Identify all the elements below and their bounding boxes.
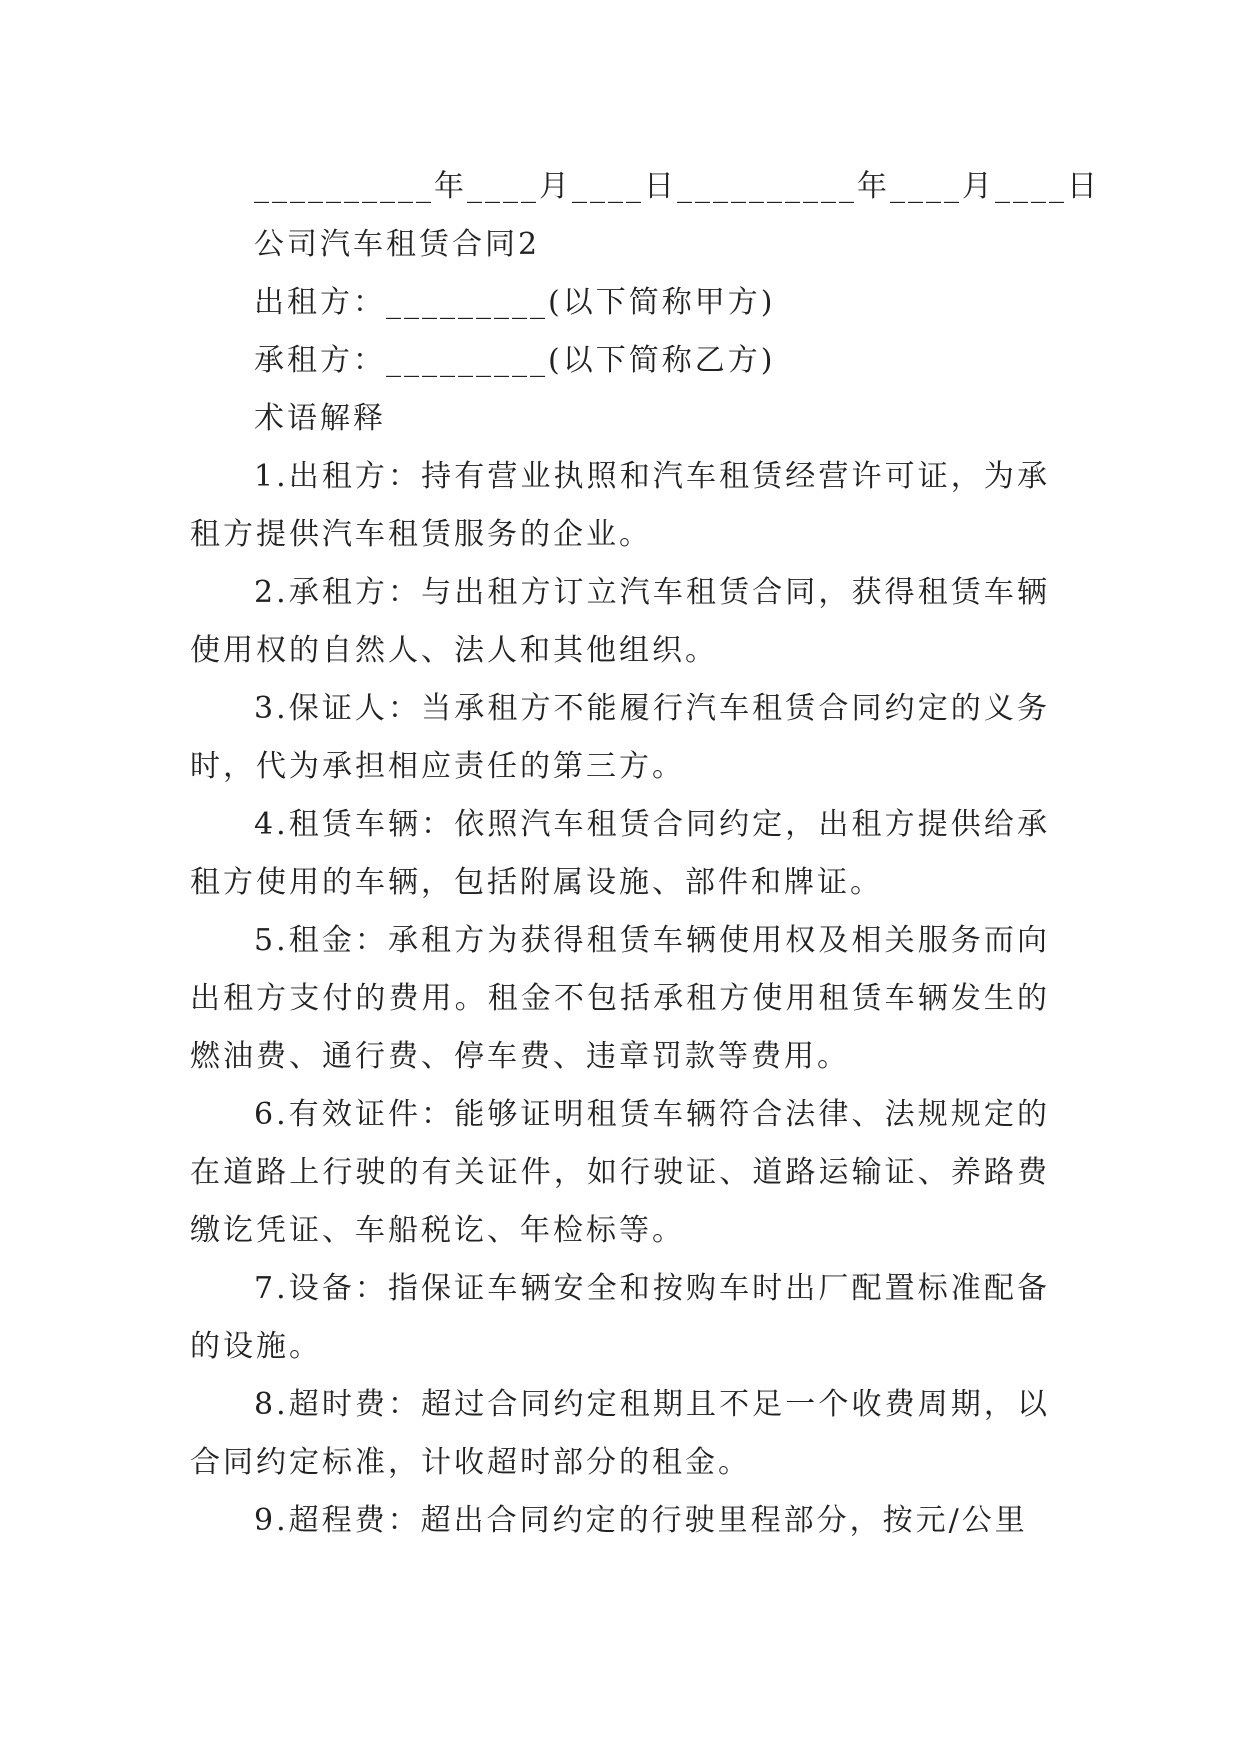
term-paragraph: 2.承租方：与出租方订立汽车租赁合同，获得租赁车辆使用权的自然人、法人和其他组织。 [190, 575, 1050, 668]
terms-list [190, 448, 1050, 1550]
lessee-line: 承租方：_________(以下简称乙方) [254, 343, 776, 378]
term-paragraph: 7.设备：指保证车辆安全和按购车时出厂配置标准配备的设施。 [190, 1271, 1050, 1364]
term-paragraph: 9.超程费：超出合同约定的行驶里程部分，按元/公里 [254, 1503, 1028, 1538]
contract-title: 公司汽车租赁合同2 [254, 227, 541, 262]
term-paragraph: 3.保证人：当承租方不能履行汽车租赁合同约定的义务时，代为承担相应责任的第三方。 [190, 691, 1050, 784]
term-paragraph: 1.出租方：持有营业执照和汽车租赁经营许可证，为承租方提供汽车租赁服务的企业。 [190, 459, 1050, 552]
term-paragraph: 6.有效证件：能够证明租赁车辆符合法律、法规规定的在道路上行驶的有关证件，如行驶证、道路运输证、养路费缴讫凭证、车船税讫、年检标等。 [190, 1097, 1050, 1248]
term-paragraph: 8.超时费：超过合同约定租期且不足一个收费周期，以合同约定标准，计收超时部分的租金。 [190, 1387, 1050, 1480]
term-paragraph: 4.租赁车辆：依照汽车租赁合同约定，出租方提供给承租方使用的车辆，包括附属设施、部件和牌证。 [190, 807, 1050, 900]
lessor-line: 出租方：_________(以下简称甲方) [254, 285, 776, 320]
term-paragraph: 5.租金：承租方为获得租赁车辆使用权及相关服务而向出租方支付的费用。租金不包括承租方使用租赁车辆发生的燃油费、通行费、停车费、违章罚款等费用。 [190, 923, 1050, 1074]
date-line: __________年____月____日__________年____月____日 [254, 169, 1100, 204]
section-heading: 术语解释 [254, 401, 386, 436]
header-block [254, 216, 775, 448]
